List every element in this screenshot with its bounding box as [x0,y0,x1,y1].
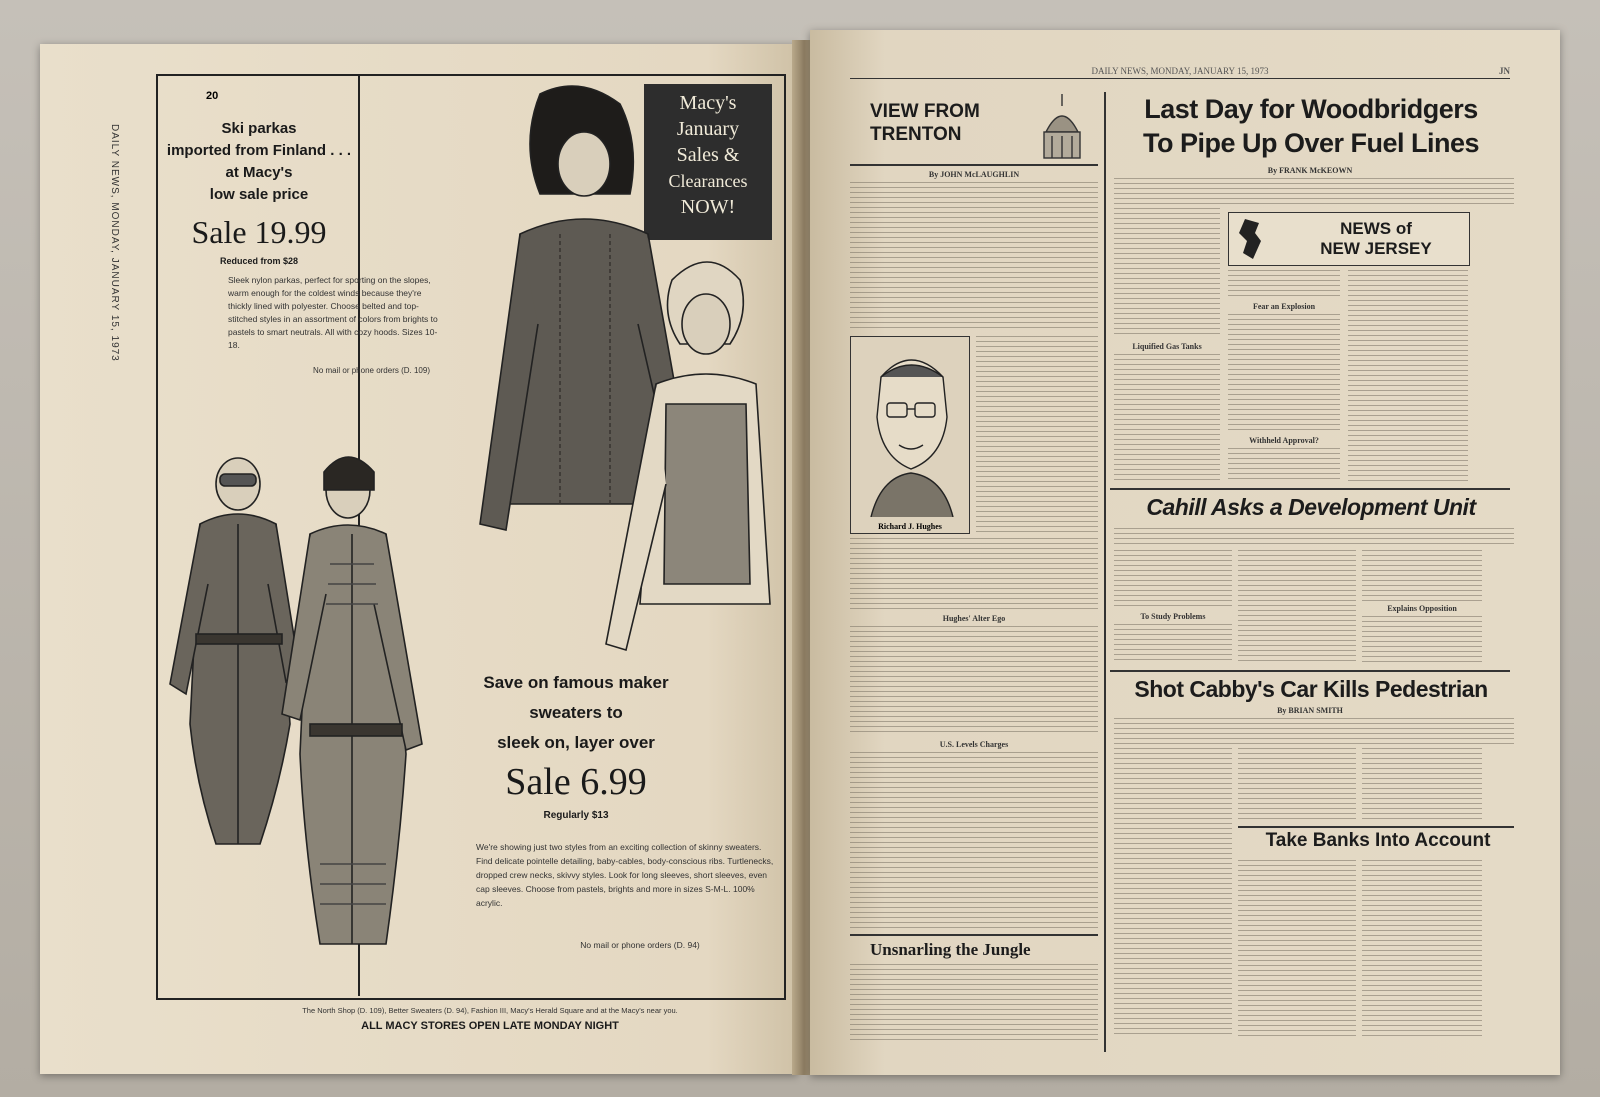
cahill-col-c [1362,550,1482,602]
store-list-note: The North Shop (D. 109), Better Sweaters (D. 94), Fashion III, Macy's Herald Square and at the Macy's near you. [302,1006,678,1015]
sweater-illustration [460,84,790,684]
trenton-body-alter-ego [850,626,1098,736]
ski-reduced-from: Reduced from $28 [219,256,299,266]
banks-headline: Take Banks Into Account [1265,830,1491,851]
cahill-col-c2 [1362,616,1482,664]
hughes-portrait [851,337,969,517]
open-late-headline: ALL MACY STORES OPEN LATE MONDAY NIGHT [361,1020,619,1032]
portrait-caption: Richard J. Hughes [878,522,942,531]
byline-mckeown: By FRANK McKEOWN [1267,166,1353,175]
news-of-new-jersey-title: NEWS of NEW JERSEY [1320,219,1432,258]
trenton-body-side [976,336,1098,532]
woodbridge-col-a [1114,208,1220,338]
jungle-headline: Unsnarling the Jungle [870,940,1031,959]
cahill-col-b [1238,550,1356,664]
subhead-explains-opposition: Explains Opposition [1387,604,1457,613]
trenton-body-top [850,182,1098,332]
cabby-col-c [1362,748,1482,822]
woodbridge-headline: Last Day for Woodbridgers To Pipe Up Over Fuel Lines [1142,94,1480,158]
byline-mclaughlin: By JOHN McLAUGHLIN [928,170,1020,179]
cahill-col-a [1114,550,1232,610]
woodbridge-lede [1114,178,1514,204]
ski-sale-price: Sale 19.99 [191,214,327,250]
trenton-body-bottom [850,752,1098,928]
newspaper-spread [40,30,1560,1075]
news-of-new-jersey-box [1228,212,1470,266]
hughes-portrait-frame [850,336,970,534]
subhead-liquified-gas: Liquified Gas Tanks [1132,342,1202,351]
ski-headline: Ski parkas imported from Finland . . . at Macy's low sale price [166,120,352,203]
subhead-fear-explosion: Fear an Explosion [1252,302,1316,311]
banks-col-b [1362,860,1482,1038]
sweater-headline: Save on famous maker sweaters to sleek on, layer over [483,673,669,752]
woodbridge-col-a2 [1114,354,1220,482]
left-running-head: DAILY NEWS, MONDAY, JANUARY 15, 1973 [109,124,120,362]
column-rule-1 [1104,92,1106,1052]
cabby-lede [1114,718,1514,744]
cabby-col-b [1238,748,1356,822]
trenton-rule [850,164,1098,166]
ski-body-copy: Sleek nylon parkas, perfect for sporting on the slopes, warm enough for the coldest winds because they're thickly lined with polyester. Choose belted and top-stitched styles in an assortment of colors from brights to pastels to smart neutrals. All with cozy hoods. Sizes 10-18. [228,275,438,350]
macys-january-badge: Macy's January Sales & Clearances NOW! [644,84,772,240]
sweater-regular-price: Regularly $13 [543,810,609,821]
trenton-body-mid [850,538,1098,610]
subhead-alter-ego: Hughes' Alter Ego [942,614,1006,623]
woodbridge-col-b2 [1228,448,1340,482]
cabby-headline: Shot Cabby's Car Kills Pedestrian [1134,676,1488,702]
banks-rule [1238,826,1514,828]
sweater-order-note: No mail or phone orders (D. 94) [580,940,700,950]
right-page [810,30,1560,1075]
statehouse-dome-icon [1032,92,1092,164]
jungle-body [850,964,1098,1040]
cabby-rule [1110,670,1510,672]
woodbridge-col-b [1228,314,1340,434]
right-running-head: DAILY NEWS, MONDAY, JANUARY 15, 1973 JN [850,66,1510,79]
new-jersey-map-icon [1235,217,1265,261]
sweater-body-copy: We're showing just two styles from an exciting collection of skinny sweaters. Find delicate pointelle detailing, baby-cables, body-conscious ribs. Turtlenecks, dropped crew necks, skivvy styles. Look for long sleeves, short sleeves, even cap sleeves. Choose from pastels, brights and more in sizes S-M-L. 100% acrylic. [476,842,774,908]
cahill-rule [1110,488,1510,490]
jungle-rule [850,934,1098,936]
view-from-trenton-title: VIEW FROM TRENTON [870,101,980,145]
sweater-sale-price: Sale 6.99 [505,761,647,803]
subhead-study-problems: To Study Problems [1140,612,1206,621]
cahill-headline: Cahill Asks a Development Unit [1146,494,1476,520]
subhead-withheld-approval: Withheld Approval? [1249,436,1319,445]
cahill-lede [1114,528,1514,546]
cahill-col-a2 [1114,624,1232,664]
woodbridge-col-c [1348,270,1468,482]
ski-order-note: No mail or phone orders (D. 109) [313,366,430,375]
byline-brian-smith: By BRIAN SMITH [1277,706,1343,715]
banks-col-a [1238,860,1356,1038]
left-page-number: 20 [206,90,219,102]
subhead-us-levels-charges: U.S. Levels Charges [939,740,1009,749]
woodbridge-col-b-top [1228,270,1340,300]
cabby-col-a [1114,748,1232,1038]
left-page [40,44,798,1074]
